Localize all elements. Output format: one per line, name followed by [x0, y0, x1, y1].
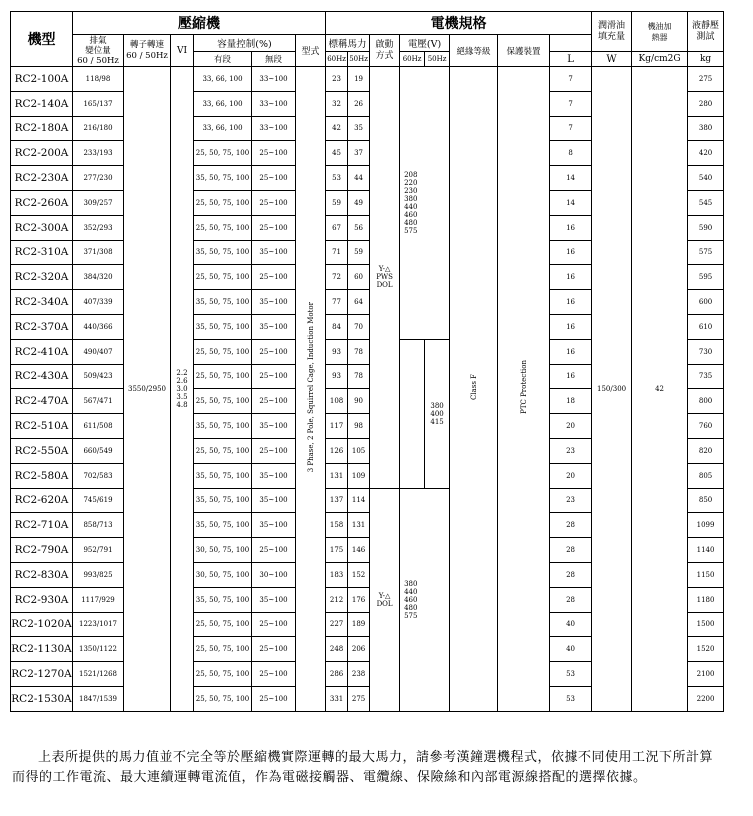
hp-60hz-cell: 286 — [326, 662, 348, 687]
stepped-cell: 33, 66, 100 — [194, 91, 252, 116]
stepless-cell: 25~100 — [252, 686, 296, 711]
hp-50hz-cell: 146 — [348, 538, 370, 563]
stepless-cell: 33~100 — [252, 91, 296, 116]
stepped-cell: 25, 50, 75, 100 — [194, 637, 252, 662]
hp-60hz-cell: 131 — [326, 463, 348, 488]
stepped-cell: 25, 50, 75, 100 — [194, 438, 252, 463]
weight-cell: 1150 — [688, 562, 724, 587]
weight-cell: 760 — [688, 414, 724, 439]
hp-50hz-cell: 78 — [348, 364, 370, 389]
displacement-cell: 309/257 — [73, 190, 124, 215]
footnote: 上表所提供的馬力值並不完全等於壓縮機實際運轉的最大馬力，請參考漢鐘選機程式，依據不同使用工況下所計算而得的工作電流、最大連續運轉電流值，作為電磁接觸器、電纜線、保險絲和內部電源線搭配的選擇依據。 — [12, 750, 714, 785]
pressure-test-cell: 42 — [632, 67, 688, 712]
header-rated-hp: 標稱馬力 — [326, 35, 370, 52]
model-cell: RC2-710A — [11, 513, 73, 538]
weight-cell: 420 — [688, 141, 724, 166]
oil-fill-cell: 7 — [550, 116, 592, 141]
stepless-cell: 35~100 — [252, 240, 296, 265]
displacement-cell: 118/98 — [73, 67, 124, 92]
displacement-cell: 745/619 — [73, 488, 124, 513]
displacement-cell: 509/423 — [73, 364, 124, 389]
header-oil-fill: 潤滑油 填充量 — [592, 12, 632, 52]
stepless-cell: 35~100 — [252, 414, 296, 439]
model-cell: RC2-320A — [11, 265, 73, 290]
unit-liter: L — [550, 52, 592, 67]
hp-50hz-cell: 49 — [348, 190, 370, 215]
hp-50hz-cell: 59 — [348, 240, 370, 265]
hp-60hz-cell: 32 — [326, 91, 348, 116]
displacement-cell: 440/366 — [73, 314, 124, 339]
model-cell: RC2-620A — [11, 488, 73, 513]
stepped-cell: 35, 50, 75, 100 — [194, 240, 252, 265]
stepped-cell: 25, 50, 75, 100 — [194, 364, 252, 389]
hp-60hz-cell: 331 — [326, 686, 348, 711]
hp-60hz-cell: 23 — [326, 67, 348, 92]
header-displacement: 排氣 變位量 60 / 50Hz — [73, 35, 124, 67]
voltage-cell — [425, 339, 450, 488]
header-capacity-control: 容量控制(%) — [194, 35, 296, 52]
stepless-cell: 35~100 — [252, 463, 296, 488]
start-method-cell: Y-△ DOL — [370, 488, 400, 711]
hp-50hz-cell: 37 — [348, 141, 370, 166]
hp-50hz-cell: 105 — [348, 438, 370, 463]
weight-cell: 1520 — [688, 637, 724, 662]
model-cell: RC2-230A — [11, 166, 73, 191]
displacement-cell: 1521/1268 — [73, 662, 124, 687]
stepless-cell: 25~100 — [252, 364, 296, 389]
hp-60hz-cell: 93 — [326, 364, 348, 389]
model-cell: RC2-430A — [11, 364, 73, 389]
hp-60hz-cell: 59 — [326, 190, 348, 215]
hp-50hz-cell: 114 — [348, 488, 370, 513]
model-cell: RC2-200A — [11, 141, 73, 166]
stepped-cell: 25, 50, 75, 100 — [194, 662, 252, 687]
hp-60hz-cell: 108 — [326, 389, 348, 414]
displacement-cell: 858/713 — [73, 513, 124, 538]
oil-fill-cell: 23 — [550, 438, 592, 463]
model-cell: RC2-1020A — [11, 612, 73, 637]
weight-cell: 2100 — [688, 662, 724, 687]
model-cell: RC2-410A — [11, 339, 73, 364]
stepless-cell: 25~100 — [252, 265, 296, 290]
stepless-cell: 25~100 — [252, 339, 296, 364]
hp-50hz-cell: 26 — [348, 91, 370, 116]
spec-table — [10, 11, 724, 712]
stepless-cell: 30~100 — [252, 562, 296, 587]
weight-cell: 275 — [688, 67, 724, 92]
spec-table-container — [10, 11, 723, 712]
motor-type-cell — [296, 67, 326, 712]
stepped-cell: 25, 50, 75, 100 — [194, 215, 252, 240]
displacement-cell: 660/549 — [73, 438, 124, 463]
rotor-speed-cell: 3550/2950 — [124, 67, 171, 712]
model-cell: RC2-100A — [11, 67, 73, 92]
displacement-cell: 216/180 — [73, 116, 124, 141]
protection-cell — [498, 67, 550, 712]
weight-cell: 735 — [688, 364, 724, 389]
hp-50hz-cell: 238 — [348, 662, 370, 687]
model-cell: RC2-310A — [11, 240, 73, 265]
stepless-cell: 35~100 — [252, 513, 296, 538]
stepped-cell: 35, 50, 75, 100 — [194, 166, 252, 191]
stepped-cell: 25, 50, 75, 100 — [194, 389, 252, 414]
displacement-cell: 384/320 — [73, 265, 124, 290]
unit-watt: W — [592, 52, 632, 67]
displacement-cell: 277/230 — [73, 166, 124, 191]
header-model: 機型 — [11, 12, 73, 67]
stepped-cell: 35, 50, 75, 100 — [194, 587, 252, 612]
header-volt-50hz: 50Hz — [425, 52, 450, 67]
weight-cell: 1180 — [688, 587, 724, 612]
unit-kg: kg — [688, 52, 724, 67]
stepped-cell: 33, 66, 100 — [194, 67, 252, 92]
model-cell: RC2-470A — [11, 389, 73, 414]
oil-fill-cell: 14 — [550, 166, 592, 191]
hp-50hz-cell: 44 — [348, 166, 370, 191]
header-start-method: 啟動 方式 — [370, 35, 400, 67]
oil-fill-cell: 28 — [550, 562, 592, 587]
oil-fill-cell: 7 — [550, 67, 592, 92]
stepless-cell: 25~100 — [252, 215, 296, 240]
model-cell: RC2-370A — [11, 314, 73, 339]
hp-50hz-cell: 78 — [348, 339, 370, 364]
weight-cell: 1140 — [688, 538, 724, 563]
voltage-list: 380 400 415 — [430, 401, 444, 426]
weight-cell: 610 — [688, 314, 724, 339]
hp-50hz-cell: 189 — [348, 612, 370, 637]
model-cell: RC2-1130A — [11, 637, 73, 662]
model-cell: RC2-260A — [11, 190, 73, 215]
stepped-cell: 25, 50, 75, 100 — [194, 141, 252, 166]
hp-50hz-cell: 152 — [348, 562, 370, 587]
displacement-cell: 567/471 — [73, 389, 124, 414]
header-heater: 機油加 熱器 — [632, 12, 688, 52]
stepless-cell: 35~100 — [252, 488, 296, 513]
weight-cell: 820 — [688, 438, 724, 463]
stepless-cell: 35~100 — [252, 290, 296, 315]
hp-50hz-cell: 98 — [348, 414, 370, 439]
header-stepped: 有段 — [194, 52, 252, 67]
header-protection: 保護裝置 — [498, 35, 550, 67]
header-motor-spec: 電機規格 — [326, 12, 592, 35]
oil-fill-cell: 16 — [550, 364, 592, 389]
hp-60hz-cell: 45 — [326, 141, 348, 166]
displacement-cell: 702/583 — [73, 463, 124, 488]
header-hp-50hz: 50Hz — [348, 52, 370, 67]
hp-60hz-cell: 248 — [326, 637, 348, 662]
model-cell: RC2-140A — [11, 91, 73, 116]
hp-60hz-cell: 84 — [326, 314, 348, 339]
protection-text: PTC Protection — [519, 359, 528, 414]
stepless-cell: 25~100 — [252, 637, 296, 662]
voltage-cell — [400, 67, 450, 340]
weight-cell: 600 — [688, 290, 724, 315]
stepless-cell: 25~100 — [252, 166, 296, 191]
hp-60hz-cell: 77 — [326, 290, 348, 315]
hp-60hz-cell: 183 — [326, 562, 348, 587]
oil-fill-cell: 8 — [550, 141, 592, 166]
motor-type-text: 3 Phase, 2 Pole, Squirrel Cage, Induction Motor — [306, 301, 315, 472]
stepped-cell: 25, 50, 75, 100 — [194, 686, 252, 711]
weight-cell: 730 — [688, 339, 724, 364]
header-pressure-test: 液靜壓 測試 — [688, 12, 724, 52]
stepped-cell: 30, 50, 75, 100 — [194, 562, 252, 587]
hp-60hz-cell: 158 — [326, 513, 348, 538]
stepless-cell: 33~100 — [252, 116, 296, 141]
stepless-cell: 25~100 — [252, 141, 296, 166]
header-volt-60hz: 60Hz — [400, 52, 425, 67]
hp-60hz-cell: 53 — [326, 166, 348, 191]
stepped-cell: 35, 50, 75, 100 — [194, 463, 252, 488]
stepless-cell: 25~100 — [252, 190, 296, 215]
hp-50hz-cell: 206 — [348, 637, 370, 662]
displacement-cell: 993/825 — [73, 562, 124, 587]
weight-cell: 2200 — [688, 686, 724, 711]
displacement-cell: 352/293 — [73, 215, 124, 240]
voltage-list: 208 220 230 380 440 460 480 575 — [404, 170, 418, 235]
stepless-cell: 25~100 — [252, 438, 296, 463]
weight-cell: 1099 — [688, 513, 724, 538]
model-cell: RC2-930A — [11, 587, 73, 612]
insulation-cell — [450, 67, 498, 712]
oil-fill-cell: 53 — [550, 662, 592, 687]
hp-50hz-cell: 35 — [348, 116, 370, 141]
stepped-cell: 30, 50, 75, 100 — [194, 538, 252, 563]
hp-50hz-cell: 64 — [348, 290, 370, 315]
stepped-cell: 35, 50, 75, 100 — [194, 513, 252, 538]
voltage-list: 380 440 460 480 575 — [404, 579, 418, 620]
weight-cell: 805 — [688, 463, 724, 488]
weight-cell: 380 — [688, 116, 724, 141]
hp-60hz-cell: 117 — [326, 414, 348, 439]
displacement-cell: 1350/1122 — [73, 637, 124, 662]
heater-cell: 150/300 — [592, 67, 632, 712]
stepped-cell: 35, 50, 75, 100 — [194, 488, 252, 513]
oil-fill-cell: 28 — [550, 587, 592, 612]
oil-fill-cell: 16 — [550, 265, 592, 290]
oil-fill-cell: 53 — [550, 686, 592, 711]
voltage-60hz-empty — [400, 339, 425, 488]
weight-cell: 800 — [688, 389, 724, 414]
displacement-cell: 407/339 — [73, 290, 124, 315]
stepless-cell: 25~100 — [252, 612, 296, 637]
displacement-cell: 1847/1539 — [73, 686, 124, 711]
header-rotor-speed: 轉子轉速 60 / 50Hz — [124, 35, 171, 67]
displacement-cell: 165/137 — [73, 91, 124, 116]
stepless-cell: 35~100 — [252, 314, 296, 339]
vi-cell: 2.2 2.6 3.0 3.5 4.8 — [171, 67, 194, 712]
stepped-cell: 33, 66, 100 — [194, 116, 252, 141]
stepless-cell: 25~100 — [252, 662, 296, 687]
header-vi: VI — [171, 35, 194, 67]
oil-fill-cell: 40 — [550, 612, 592, 637]
oil-fill-cell: 20 — [550, 463, 592, 488]
header-voltage: 電壓(V) — [400, 35, 450, 52]
displacement-cell: 490/407 — [73, 339, 124, 364]
oil-fill-cell: 16 — [550, 215, 592, 240]
stepped-cell: 25, 50, 75, 100 — [194, 190, 252, 215]
oil-fill-cell: 16 — [550, 314, 592, 339]
header-motor-type: 型式 — [296, 35, 326, 67]
oil-fill-cell: 28 — [550, 513, 592, 538]
model-cell: RC2-510A — [11, 414, 73, 439]
insulation-text: Class F — [469, 373, 478, 400]
stepped-cell: 35, 50, 75, 100 — [194, 414, 252, 439]
model-cell: RC2-1530A — [11, 686, 73, 711]
displacement-cell: 611/508 — [73, 414, 124, 439]
oil-fill-cell: 40 — [550, 637, 592, 662]
header-stepless: 無段 — [252, 52, 296, 67]
hp-60hz-cell: 67 — [326, 215, 348, 240]
hp-50hz-cell: 60 — [348, 265, 370, 290]
model-cell: RC2-790A — [11, 538, 73, 563]
stepped-cell: 25, 50, 75, 100 — [194, 612, 252, 637]
hp-50hz-cell: 275 — [348, 686, 370, 711]
oil-fill-cell: 20 — [550, 414, 592, 439]
hp-50hz-cell: 70 — [348, 314, 370, 339]
model-cell: RC2-180A — [11, 116, 73, 141]
model-cell: RC2-1270A — [11, 662, 73, 687]
oil-fill-cell: 23 — [550, 488, 592, 513]
hp-60hz-cell: 42 — [326, 116, 348, 141]
displacement-cell: 1117/929 — [73, 587, 124, 612]
hp-50hz-cell: 131 — [348, 513, 370, 538]
oil-fill-cell: 28 — [550, 538, 592, 563]
stepless-cell: 25~100 — [252, 538, 296, 563]
displacement-cell: 371/308 — [73, 240, 124, 265]
table-row — [11, 67, 724, 92]
weight-cell: 850 — [688, 488, 724, 513]
stepped-cell: 35, 50, 75, 100 — [194, 314, 252, 339]
weight-cell: 545 — [688, 190, 724, 215]
hp-60hz-cell: 212 — [326, 587, 348, 612]
hp-60hz-cell: 93 — [326, 339, 348, 364]
oil-fill-cell: 16 — [550, 290, 592, 315]
weight-cell: 280 — [688, 91, 724, 116]
hp-50hz-cell: 19 — [348, 67, 370, 92]
stepped-cell: 35, 50, 75, 100 — [194, 290, 252, 315]
hp-50hz-cell: 56 — [348, 215, 370, 240]
start-method-cell: Y-△ PWS DOL — [370, 67, 400, 489]
hp-50hz-cell: 109 — [348, 463, 370, 488]
header-compressor: 壓縮機 — [73, 12, 326, 35]
model-cell: RC2-550A — [11, 438, 73, 463]
hp-50hz-cell: 176 — [348, 587, 370, 612]
stepless-cell: 25~100 — [252, 389, 296, 414]
stepless-cell: 35~100 — [252, 587, 296, 612]
oil-fill-cell: 16 — [550, 339, 592, 364]
hp-60hz-cell: 137 — [326, 488, 348, 513]
displacement-cell: 233/193 — [73, 141, 124, 166]
hp-60hz-cell: 175 — [326, 538, 348, 563]
stepless-cell: 33~100 — [252, 67, 296, 92]
oil-fill-cell: 14 — [550, 190, 592, 215]
oil-fill-cell: 7 — [550, 91, 592, 116]
hp-60hz-cell: 72 — [326, 265, 348, 290]
voltage-cell — [400, 488, 450, 711]
stepped-cell: 25, 50, 75, 100 — [194, 339, 252, 364]
model-cell: RC2-300A — [11, 215, 73, 240]
weight-cell: 590 — [688, 215, 724, 240]
hp-50hz-cell: 90 — [348, 389, 370, 414]
oil-fill-cell: 16 — [550, 240, 592, 265]
weight-cell: 540 — [688, 166, 724, 191]
hp-60hz-cell: 227 — [326, 612, 348, 637]
stepped-cell: 25, 50, 75, 100 — [194, 265, 252, 290]
oil-fill-cell: 18 — [550, 389, 592, 414]
header-hp-60hz: 60Hz — [326, 52, 348, 67]
unit-pressure: Kg/cm2G — [632, 52, 688, 67]
weight-cell: 1500 — [688, 612, 724, 637]
weight-cell: 595 — [688, 265, 724, 290]
displacement-cell: 1223/1017 — [73, 612, 124, 637]
hp-60hz-cell: 71 — [326, 240, 348, 265]
hp-60hz-cell: 126 — [326, 438, 348, 463]
header-insulation: 絕緣等級 — [450, 35, 498, 67]
weight-cell: 575 — [688, 240, 724, 265]
model-cell: RC2-580A — [11, 463, 73, 488]
model-cell: RC2-830A — [11, 562, 73, 587]
model-cell: RC2-340A — [11, 290, 73, 315]
displacement-cell: 952/791 — [73, 538, 124, 563]
